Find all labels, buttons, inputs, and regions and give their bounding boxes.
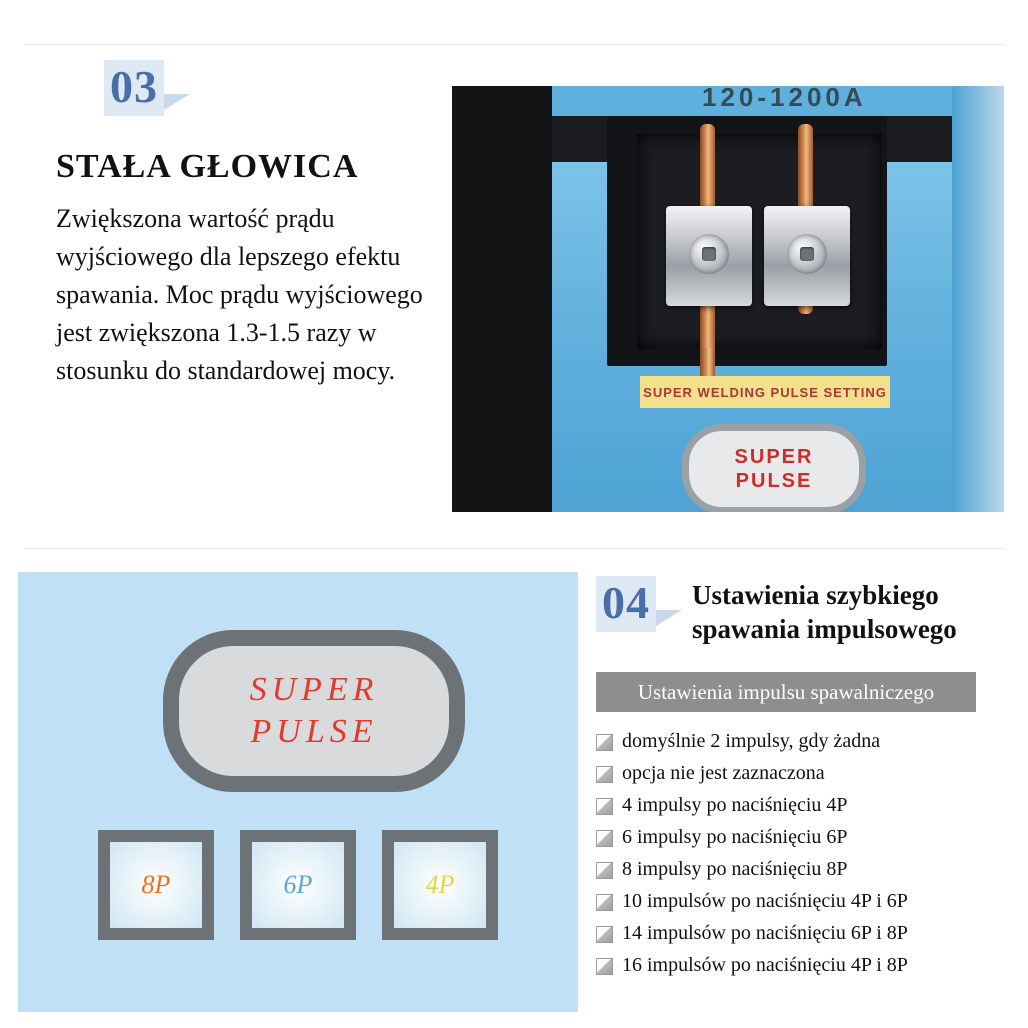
checkbox-icon [596,862,613,879]
checkbox-icon [596,830,613,847]
pulse-buttons-row [98,830,498,940]
section-03 [0,60,1028,530]
photo-left-dark-area [452,86,552,512]
photo-current-rating-label: 120-1200A [702,86,867,112]
list-item [596,824,1012,850]
section-03-heading: STAŁA GŁOWICA [56,148,359,185]
pulse-button-6p[interactable] [240,830,356,940]
photo-super-pulse-line2: PULSE [735,470,813,492]
checkbox-icon [596,798,613,815]
section-04-header [596,576,1012,646]
hex-socket-icon [702,247,716,261]
device-panel-illustration [18,572,578,1012]
checkbox-icon [596,958,613,975]
list-item-label: 6 impulsy po naciśnięciu 6P [622,826,848,848]
list-item-label: 4 impulsy po naciśnięciu 4P [622,794,848,816]
section-03-number: 03 [104,60,164,116]
divider-middle [24,548,1004,549]
list-item [596,760,1012,786]
section-04-heading: Ustawienia szybkiego spawania impulsowego [692,580,957,644]
photo-yellow-label-text: SUPER WELDING PULSE SETTING [643,384,887,400]
checkbox-icon [596,894,613,911]
pulse-button-6p-label: 6P [283,870,313,899]
super-pulse-display [163,630,465,792]
list-item [596,952,1012,978]
checkbox-icon [596,926,613,943]
super-pulse-display-line1: SUPER [249,671,379,708]
section-03-body: Zwiększona wartość prądu wyjściowego dla lepszego efektu spawania. Moc prądu wyjściowego jest zwiększona 1.3-1.5 razy w stosunku do standardowej mocy. [56,204,423,385]
photo-super-pulse-display [682,424,866,512]
list-item [596,888,1012,914]
photo-yellow-label-strip [640,376,890,408]
checkbox-icon [596,766,613,783]
list-item-label: 14 impulsów po naciśnięciu 6P i 8P [622,922,908,944]
badge-arrow-icon [656,610,682,626]
product-photo [452,86,1004,512]
photo-super-pulse-line1: SUPER [734,446,814,468]
checkbox-icon [596,734,613,751]
photo-right-edge [952,86,1004,512]
section-03-badge [104,60,190,116]
hex-socket-icon [800,247,814,261]
pulse-settings-list [596,728,1012,978]
list-item [596,856,1012,882]
pulse-button-8p-label: 8P [141,870,171,899]
list-item-label: 16 impulsów po naciśnięciu 4P i 8P [622,954,908,976]
clamp-screw-left [689,234,729,274]
list-item-label: opcja nie jest zaznaczona [622,762,825,784]
list-item [596,728,1012,754]
pulse-button-4p[interactable] [382,830,498,940]
section-04-badge [596,576,682,632]
pulse-settings-table-header-text: Ustawienia impulsu spawalniczego [637,679,935,704]
section-04 [596,576,1012,994]
divider-top [24,44,1004,45]
list-item-label: 8 impulsy po naciśnięciu 8P [622,858,848,880]
badge-arrow-icon [164,94,190,110]
list-item-label: domyślnie 2 impulsy, gdy żadna [622,730,881,752]
list-item [596,792,1012,818]
list-item-label: 10 impulsów po naciśnięciu 4P i 6P [622,890,908,912]
super-pulse-display-line2: PULSE [250,713,378,750]
pulse-button-4p-label: 4P [425,870,455,899]
list-item [596,920,1012,946]
section-04-number: 04 [596,576,656,632]
pulse-button-8p[interactable] [98,830,214,940]
clamp-screw-right [787,234,827,274]
pulse-settings-table-header [596,672,976,712]
